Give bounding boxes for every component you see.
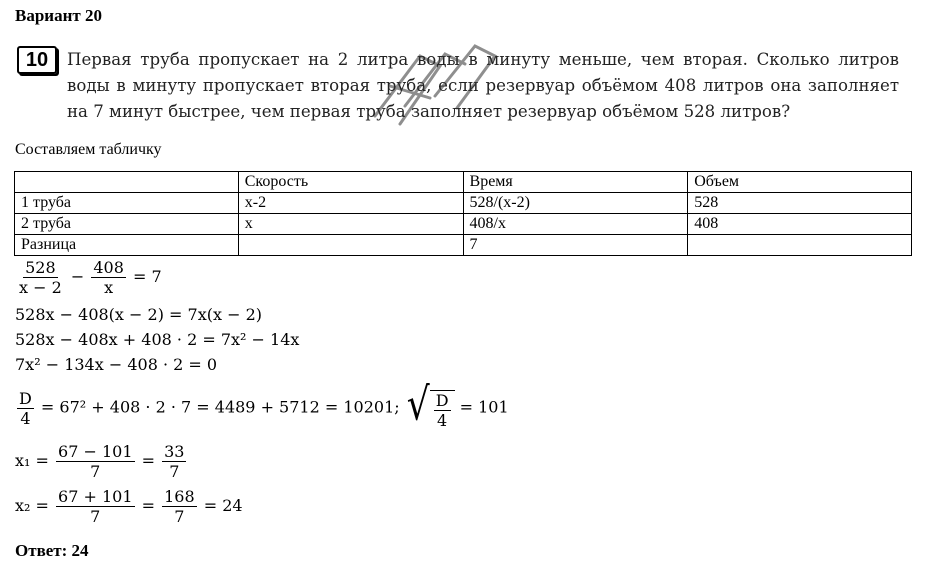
square-root — [406, 379, 455, 431]
fraction-denominator: 7 — [90, 462, 101, 481]
table-header-cell — [15, 172, 239, 193]
operator: = — [141, 496, 156, 515]
fraction — [17, 258, 64, 297]
fraction-numerator: 67 − 101 — [58, 442, 133, 461]
root-label: x₁ = — [15, 451, 49, 470]
answer: Ответ: 24 — [15, 541, 89, 560]
table-cell: 408 — [688, 214, 912, 235]
fraction-numerator: 408 — [93, 258, 124, 277]
variant-title: Вариант 20 — [15, 6, 102, 25]
fraction-denominator: x − 2 — [19, 278, 62, 297]
table-cell: Разница — [15, 235, 239, 256]
fraction-numerator: D — [435, 391, 449, 410]
fraction-numerator: 528 — [25, 258, 56, 277]
operator: = — [141, 451, 156, 470]
table-header-cell: Время — [463, 172, 688, 193]
fraction-denominator: 4 — [20, 408, 31, 428]
equation-rhs: = 24 — [203, 496, 243, 515]
solution-intro: Составляем табличку — [15, 141, 162, 158]
root-label: x₂ = — [15, 496, 49, 515]
table-cell — [688, 235, 912, 256]
fraction — [162, 442, 186, 481]
fraction-denominator: 7 — [169, 462, 180, 481]
fraction-numerator: 67 + 101 — [58, 487, 133, 506]
table-cell: 7 — [463, 235, 688, 256]
table-cell: x — [238, 214, 463, 235]
table-cell: 528/(x-2) — [463, 193, 688, 214]
root-x2 — [15, 487, 243, 526]
discriminant-line — [15, 379, 509, 431]
discriminant-expression: = 67² + 408 · 2 · 7 = 4489 + 5712 = 10201; — [40, 397, 400, 417]
sqrt-result: = 101 — [459, 397, 509, 417]
fraction — [56, 487, 134, 526]
task-number-badge: 10 — [17, 46, 57, 74]
equation-1 — [15, 258, 162, 297]
fraction-denominator: 7 — [90, 507, 101, 526]
fraction — [17, 389, 34, 428]
table-header-cell: Объем — [688, 172, 912, 193]
table-cell — [238, 235, 463, 256]
fraction-denominator: 4 — [437, 411, 448, 430]
problem-text: Первая труба пропускает на 2 литра воды в минуту меньше, чем вторая. Сколько литров воды в минуту пропускает вторая труба, если резервуар объёмом 408 литров она заполняет на 7 минут быстрее, чем первая труба заполняет резервуар объёмом 528 литров? — [67, 50, 899, 121]
operator: − — [70, 267, 85, 286]
fraction-numerator: 33 — [164, 442, 185, 461]
table-cell: 408/x — [463, 214, 688, 235]
fraction-denominator: 7 — [174, 507, 185, 526]
radical-sign-icon: √ — [406, 379, 430, 431]
fraction — [56, 442, 134, 481]
table-row — [15, 214, 912, 235]
table-header-row — [15, 172, 912, 193]
table-row — [15, 193, 912, 214]
fraction — [162, 487, 197, 526]
equation-3: 528x − 408x + 408 · 2 = 7x² − 14x — [15, 330, 300, 349]
fraction-numerator: D — [19, 388, 32, 408]
equation-4: 7x² − 134x − 408 · 2 = 0 — [15, 355, 218, 374]
fraction — [434, 391, 451, 430]
data-table — [14, 171, 912, 256]
table-cell: 1 труба — [15, 193, 239, 214]
table-cell: x-2 — [238, 193, 463, 214]
table-header-cell: Скорость — [238, 172, 463, 193]
table-cell: 2 труба — [15, 214, 239, 235]
root-x1 — [15, 442, 188, 481]
equation-rhs: = 7 — [133, 267, 162, 286]
fraction-denominator: x — [104, 278, 114, 297]
fraction — [91, 258, 126, 297]
table-cell: 528 — [688, 193, 912, 214]
fraction-numerator: 168 — [164, 487, 195, 506]
table-row — [15, 235, 912, 256]
equation-2: 528x − 408(x − 2) = 7x(x − 2) — [15, 305, 262, 324]
